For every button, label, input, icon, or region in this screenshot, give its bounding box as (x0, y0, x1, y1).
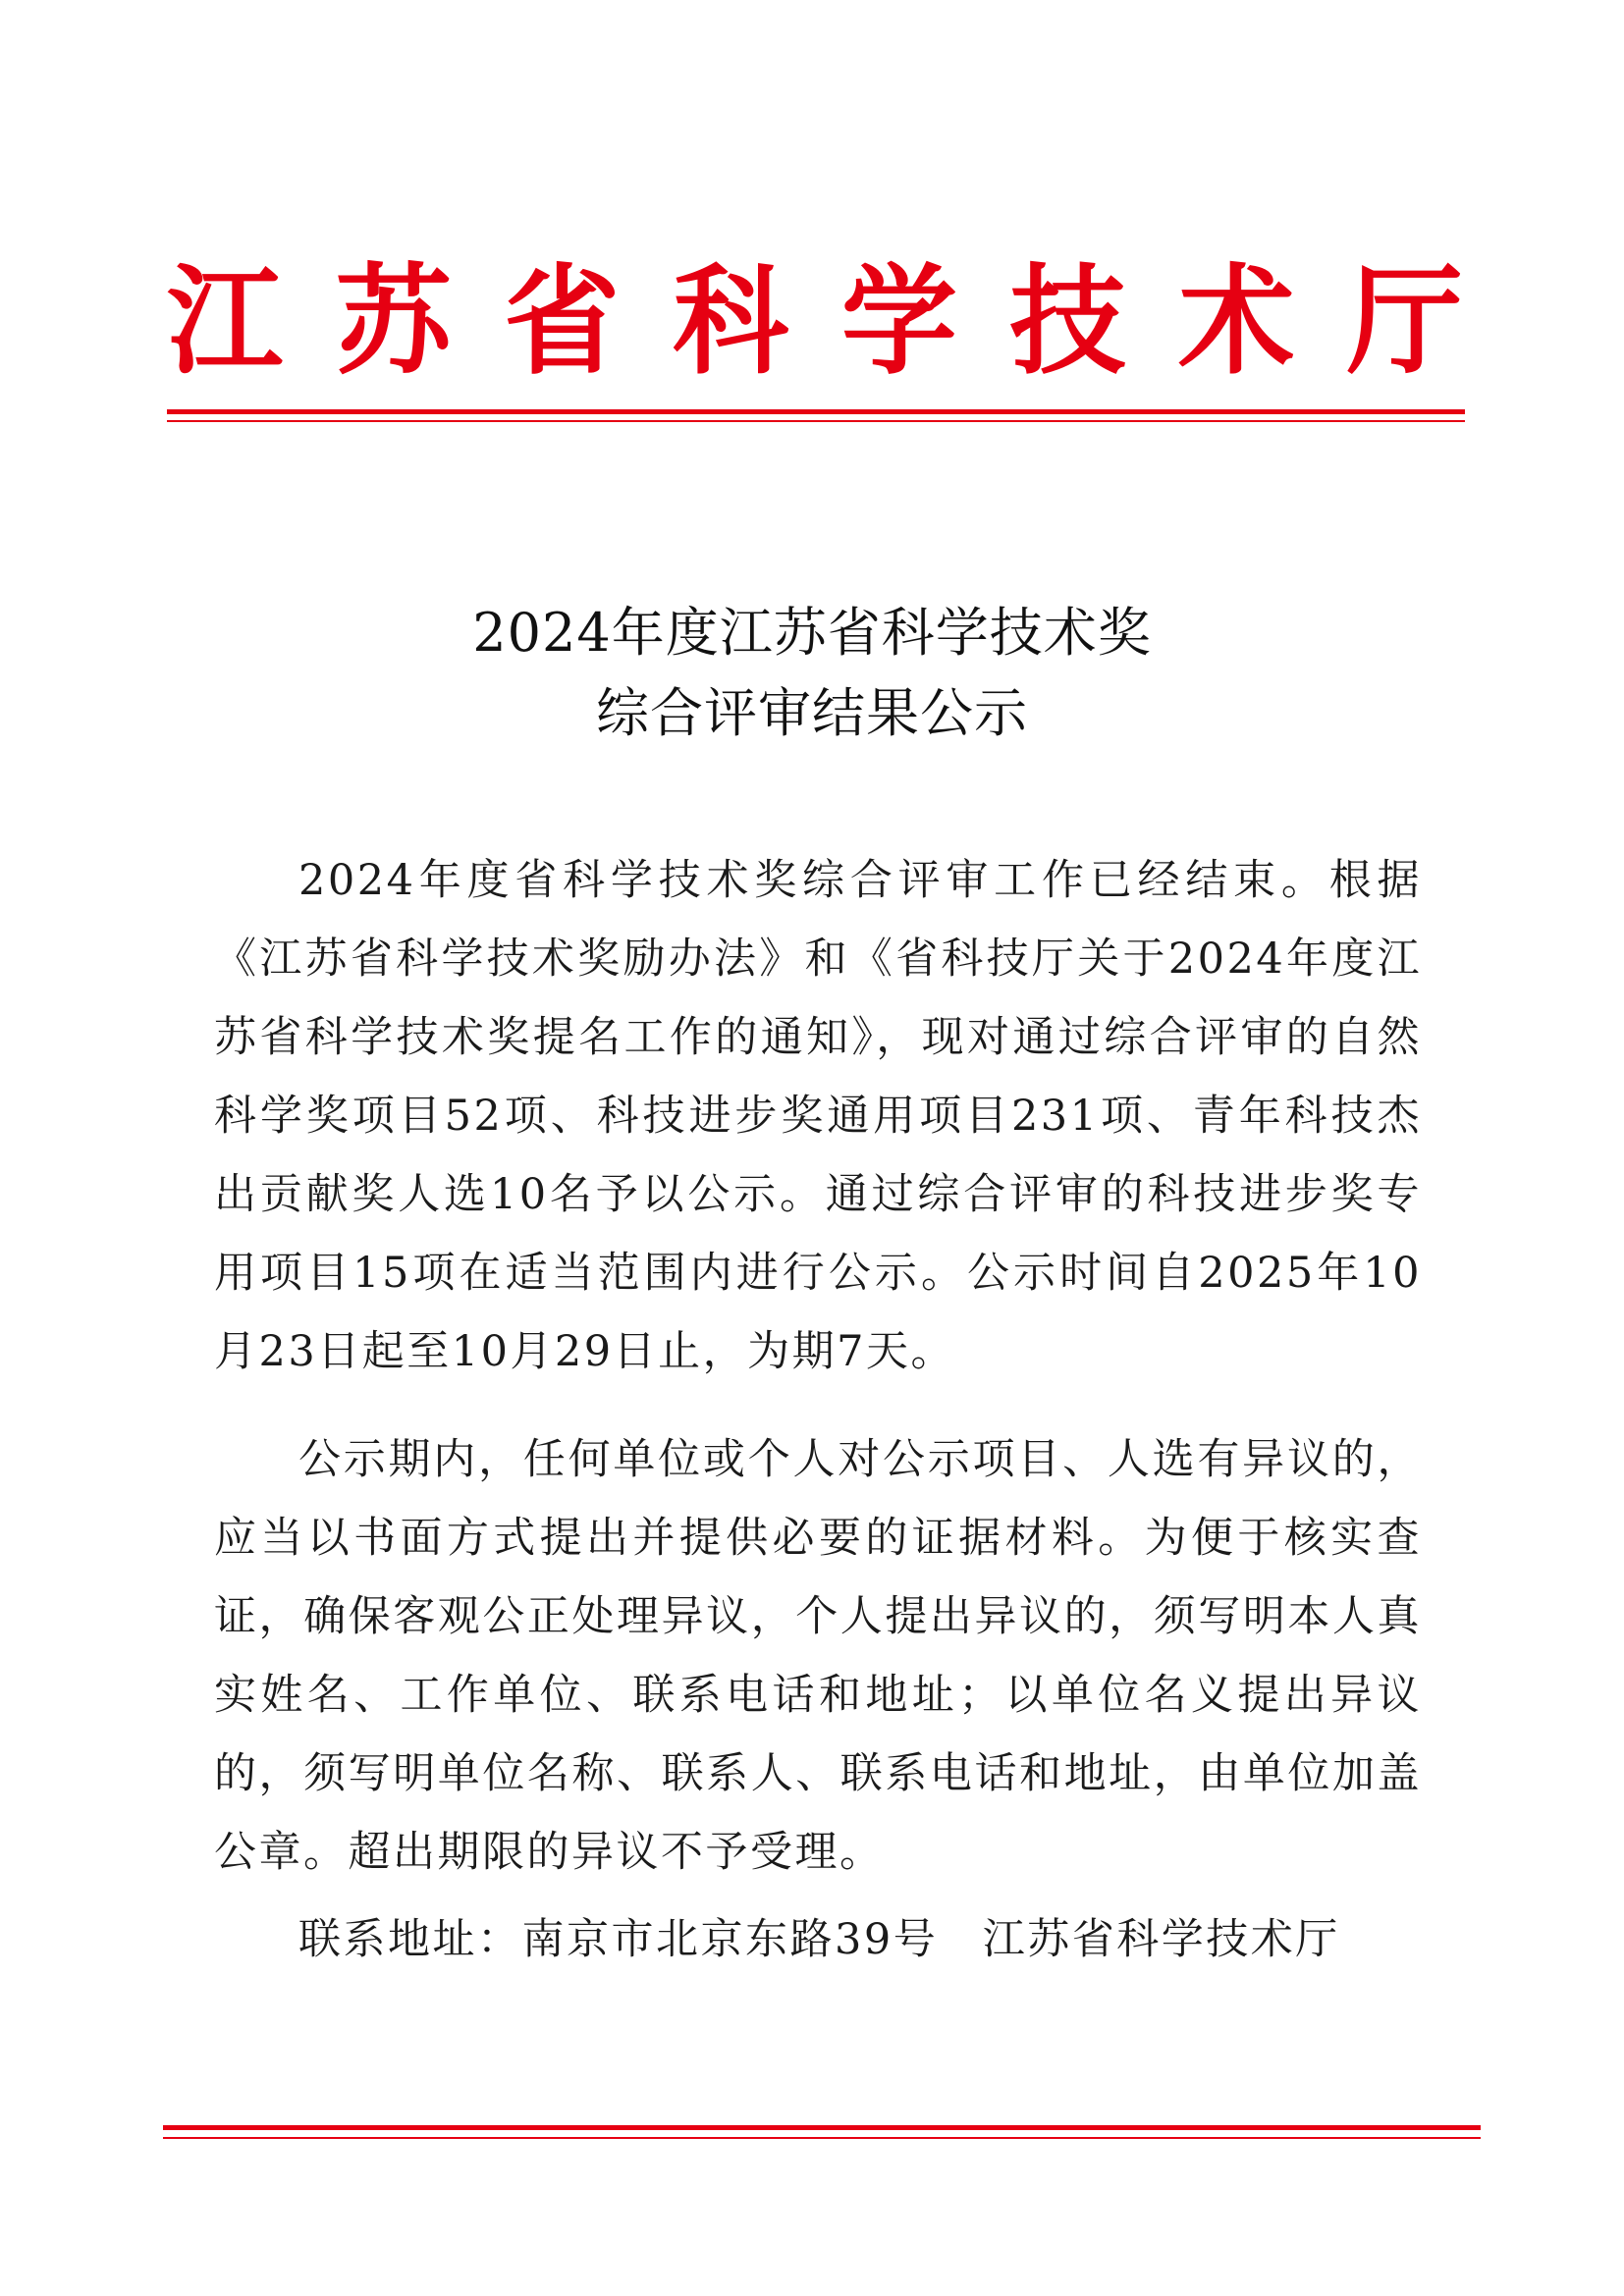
masthead-char: 省 (504, 251, 621, 391)
footer-divider-thin (163, 2137, 1481, 2139)
masthead-char: 科 (673, 251, 789, 391)
document-title-line-2: 综合评审结果公示 (596, 682, 1028, 744)
contact-address: 联系地址：南京市北京东路39号 江苏省科学技术厅 (298, 1915, 1340, 1964)
masthead-char: 江 (167, 251, 284, 391)
body-paragraph-2: 公示期内，任何单位或个人对公示项目、人选有异议的，应当以书面方式提出并提供必要的证据材料。为便于核实查证，确保客观公正处理异议，个人提出异议的，须写明本人真实姓名、工作单位、联系电话和地址；以单位名义提出异议的，须写明单位名称、联系人、联系电话和地址，由单位加盖公章。超出期限的异议不予受理。 (214, 1435, 1422, 1877)
masthead-agency-name (167, 251, 1463, 391)
masthead-char: 厅 (1346, 251, 1463, 391)
body-paragraph-1: 2024年度省科学技术奖综合评审工作已经结束。根据《江苏省科学技术奖励办法》和《省科技厅关于2024年度江苏省科学技术奖提名工作的通知》，现对通过综合评审的自然科学奖项目52项、科技进步奖通用项目231项、青年科技杰出贡献奖人选10名予以公示。通过综合评审的科技进步奖专用项目15项在适当范围内进行公示。公示时间自2025年10月23日起至10月29日止，为期7天。 (214, 856, 1422, 1376)
masthead-char: 术 (1178, 251, 1295, 391)
header-divider-thick (167, 409, 1465, 414)
document-title-line-1: 2024年度江苏省科学技术奖 (472, 602, 1152, 664)
footer-divider-thick (163, 2125, 1481, 2130)
header-divider-thin (167, 420, 1465, 422)
masthead-char: 技 (1009, 251, 1126, 391)
masthead-char: 苏 (335, 251, 452, 391)
masthead-char: 学 (840, 251, 957, 391)
